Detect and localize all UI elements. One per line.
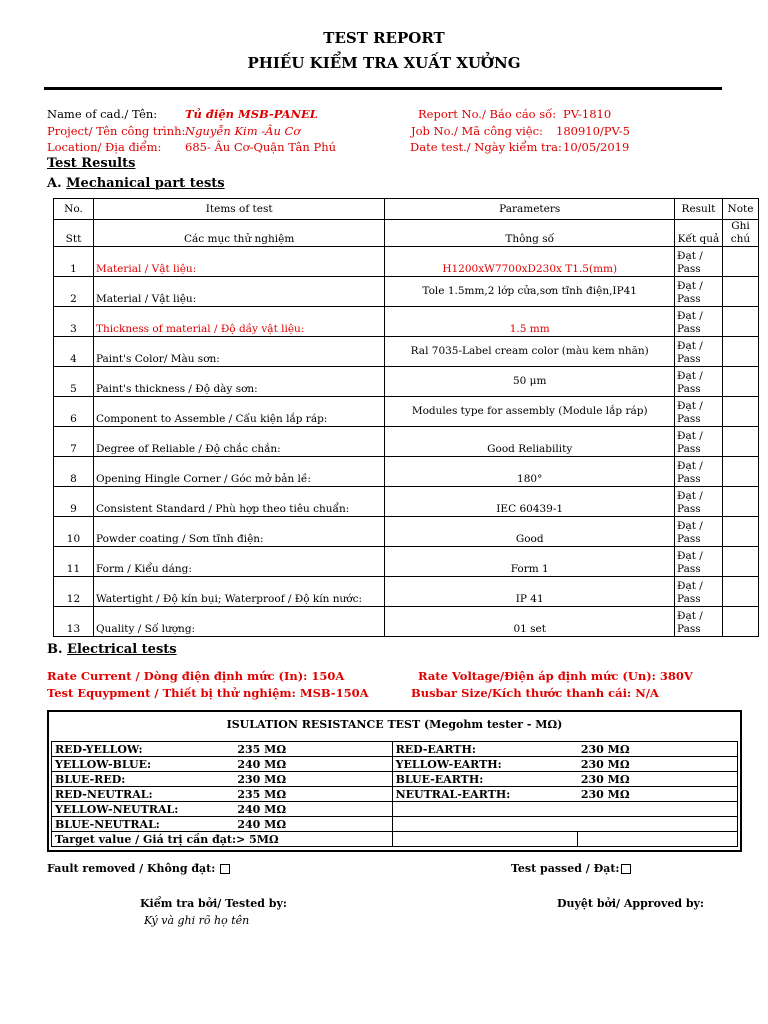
row-param: Good (385, 517, 675, 547)
row-no: 12 (54, 577, 94, 607)
sign-note: Ký và ghi rõ họ tên (144, 914, 250, 927)
row-no: 10 (54, 517, 94, 547)
insulation-row (52, 757, 738, 772)
row-result: Đạt / Pass (675, 517, 723, 547)
subheader-no: Stt (54, 220, 94, 247)
pair-value: 240 MΩ (237, 817, 392, 832)
header-no: No. (54, 199, 94, 220)
row-no: 6 (54, 397, 94, 427)
empty-cell (578, 832, 738, 847)
report-value: PV-1810 (563, 107, 612, 121)
project-label: Project/ Tên công trình: (47, 124, 186, 138)
row-result: Đạt / Pass (675, 277, 723, 307)
insulation-row (52, 787, 738, 802)
name-label: Name of cad./ Tên: (47, 107, 158, 121)
insulation-row (52, 802, 738, 817)
empty-cell (392, 802, 578, 817)
pair-label: YELLOW-NEUTRAL: (52, 802, 238, 817)
table-row (54, 427, 759, 457)
job-value: 180910/PV-5 (556, 124, 630, 138)
row-item: Paint's Color/ Màu sơn: (93, 337, 384, 367)
row-param: Good Reliability (385, 427, 675, 457)
section-b-heading (47, 642, 177, 657)
pair-value: 240 MΩ (237, 802, 392, 817)
pair-value: 235 MΩ (237, 742, 392, 757)
row-item: Material / Vật liệu: (93, 247, 384, 277)
table-row (54, 247, 759, 277)
row-note (722, 427, 758, 457)
row-no: 4 (54, 337, 94, 367)
table-row (54, 307, 759, 337)
row-note (722, 487, 758, 517)
row-note (722, 277, 758, 307)
table-row (54, 397, 759, 427)
project-value: Nguyễn Kim -Âu Cơ (185, 124, 301, 138)
row-result: Đạt / Pass (675, 427, 723, 457)
rate-current: Rate Current / Dòng điện định mức (In): 150A (47, 669, 345, 683)
row-result: Đạt / Pass (675, 247, 723, 277)
insulation-title: ISULATION RESISTANCE TEST (Megohm tester - MΩ) (226, 718, 563, 731)
row-note (722, 397, 758, 427)
row-param: IEC 60439-1 (385, 487, 675, 517)
row-no: 11 (54, 547, 94, 577)
report-label: Report No./ Báo cáo số: (418, 107, 557, 121)
table-row (54, 517, 759, 547)
pair-label: BLUE-EARTH: (392, 772, 578, 787)
mechanical-tests-table (53, 198, 759, 637)
empty-cell (578, 817, 738, 832)
row-note (722, 247, 758, 277)
pair-value: 240 MΩ (237, 757, 392, 772)
pair-value: 230 MΩ (578, 742, 738, 757)
table-row (54, 457, 759, 487)
row-no: 2 (54, 277, 94, 307)
row-item: Material / Vật liệu: (93, 277, 384, 307)
pair-label: BLUE-RED: (52, 772, 238, 787)
subheader-param: Thông số (385, 220, 675, 247)
table-row (54, 547, 759, 577)
row-note (722, 337, 758, 367)
location-label: Location/ Địa điểm: (47, 140, 162, 154)
empty-cell (392, 832, 578, 847)
row-item: Consistent Standard / Phù hợp theo tiêu chuẩn: (93, 487, 384, 517)
row-no: 5 (54, 367, 94, 397)
subheader-result: Kết quả (675, 220, 723, 247)
row-item: Powder coating / Sơn tĩnh điện: (93, 517, 384, 547)
row-item: Paint's thickness / Độ dày sơn: (93, 367, 384, 397)
test-equipment: Test Equypment / Thiết bị thử nghiệm: MSB-150A (47, 686, 369, 700)
pair-label: RED-NEUTRAL: (52, 787, 238, 802)
table-subheader-row (54, 220, 759, 247)
table-header-row (54, 199, 759, 220)
header-divider (44, 87, 722, 90)
tested-by: Kiểm tra bởi/ Tested by: (140, 897, 287, 910)
section-a-heading (47, 176, 225, 191)
approved-by: Duyệt bởi/ Approved by: (557, 897, 704, 910)
table-row (54, 487, 759, 517)
row-item: Thickness of material / Độ dầy vật liệu: (93, 307, 384, 337)
subheader-item: Các mục thử nghiệm (93, 220, 384, 247)
empty-cell (392, 817, 578, 832)
row-param: H1200xW7700xD230x T1.5(mm) (385, 247, 675, 277)
pair-value: 230 MΩ (237, 772, 392, 787)
row-param: Ral 7035-Label cream color (màu kem nhăn) (385, 337, 675, 367)
insulation-row (52, 742, 738, 757)
row-param: Modules type for assembly (Module lắp ráp) (385, 397, 675, 427)
row-note (722, 367, 758, 397)
subheader-note: Ghi chú (722, 220, 758, 247)
row-param: 180° (385, 457, 675, 487)
table-row (54, 337, 759, 367)
pair-label: NEUTRAL-EARTH: (392, 787, 578, 802)
pair-label: RED-YELLOW: (52, 742, 238, 757)
pair-label: YELLOW-BLUE: (52, 757, 238, 772)
section-b-prefix: B. (47, 642, 63, 657)
table-row (54, 577, 759, 607)
pair-label: YELLOW-EARTH: (392, 757, 578, 772)
insulation-row (52, 832, 738, 847)
row-param: Tole 1.5mm,2 lớp cửa,sơn tĩnh điện,IP41 (385, 277, 675, 307)
row-result: Đạt / Pass (675, 577, 723, 607)
row-result: Đạt / Pass (675, 487, 723, 517)
row-item: Form / Kiểu dáng: (93, 547, 384, 577)
row-result: Đạt / Pass (675, 307, 723, 337)
row-no: 1 (54, 247, 94, 277)
row-result: Đạt / Pass (675, 397, 723, 427)
row-result: Đạt / Pass (675, 547, 723, 577)
row-result: Đạt / Pass (675, 457, 723, 487)
fault-removed-label: Fault removed / Không đạt: (47, 862, 216, 875)
header-item: Items of test (93, 199, 384, 220)
row-item: Quality / Số lượng: (93, 607, 384, 637)
pair-value: 230 MΩ (578, 757, 738, 772)
row-no: 9 (54, 487, 94, 517)
row-note (722, 307, 758, 337)
row-item: Degree of Reliable / Độ chắc chắn: (93, 427, 384, 457)
row-no: 8 (54, 457, 94, 487)
pair-value: 230 MΩ (578, 772, 738, 787)
row-result: Đạt / Pass (675, 337, 723, 367)
header-param: Parameters (385, 199, 675, 220)
section-a-title: Mechanical part tests (66, 176, 225, 191)
job-label: Job No./ Mã công việc: (411, 124, 543, 138)
empty-cell (578, 802, 738, 817)
date-label: Date test./ Ngày kiểm tra: (410, 140, 562, 154)
pair-label: BLUE-NEUTRAL: (52, 817, 238, 832)
busbar-size: Busbar Size/Kích thước thanh cái: N/A (411, 686, 659, 700)
date-value: 10/05/2019 (563, 140, 630, 154)
section-b-title: Electrical tests (67, 642, 177, 657)
passed-checkbox[interactable] (621, 864, 631, 874)
target-value: Target value / Giá trị cần đạt:> 5MΩ (52, 832, 393, 847)
row-param: 1.5 mm (385, 307, 675, 337)
row-result: Đạt / Pass (675, 607, 723, 637)
row-item: Watertight / Độ kín bụi; Waterproof / Độ kín nước: (93, 577, 384, 607)
fault-checkbox[interactable] (220, 864, 230, 874)
row-note (722, 577, 758, 607)
row-item: Opening Hingle Corner / Góc mở bản lề: (93, 457, 384, 487)
test-passed (511, 862, 631, 875)
insulation-table (51, 741, 738, 847)
table-row (54, 277, 759, 307)
rate-voltage: Rate Voltage/Điện áp định mức (Un): 380V (418, 669, 693, 683)
row-no: 7 (54, 427, 94, 457)
row-param: 50 μm (385, 367, 675, 397)
row-note (722, 517, 758, 547)
row-param: Form 1 (385, 547, 675, 577)
location-value: 685- Âu Cơ-Quận Tân Phú (185, 140, 337, 154)
section-a-prefix: A. (47, 176, 62, 191)
pair-label: RED-EARTH: (392, 742, 578, 757)
test-results-heading: Test Results (47, 156, 136, 171)
table-row (54, 367, 759, 397)
name-value: Tủ điện MSB-PANEL (185, 107, 318, 121)
pair-value: 230 MΩ (578, 787, 738, 802)
row-no: 3 (54, 307, 94, 337)
insulation-row (52, 817, 738, 832)
row-note (722, 607, 758, 637)
test-passed-label: Test passed / Đạt: (511, 862, 620, 875)
fault-removed (47, 862, 230, 875)
pair-value: 235 MΩ (237, 787, 392, 802)
table-row (54, 607, 759, 637)
header-note: Note (722, 199, 758, 220)
row-no: 13 (54, 607, 94, 637)
row-param: IP 41 (385, 577, 675, 607)
row-result: Đạt / Pass (675, 367, 723, 397)
row-param: 01 set (385, 607, 675, 637)
row-note (722, 547, 758, 577)
row-item: Component to Assemble / Cấu kiện lắp ráp: (93, 397, 384, 427)
title-en: TEST REPORT (323, 29, 445, 47)
insulation-row (52, 772, 738, 787)
title-vn: PHIẾU KIỂM TRA XUẤT XƯỞNG (247, 54, 521, 72)
header-result: Result (675, 199, 723, 220)
row-note (722, 457, 758, 487)
